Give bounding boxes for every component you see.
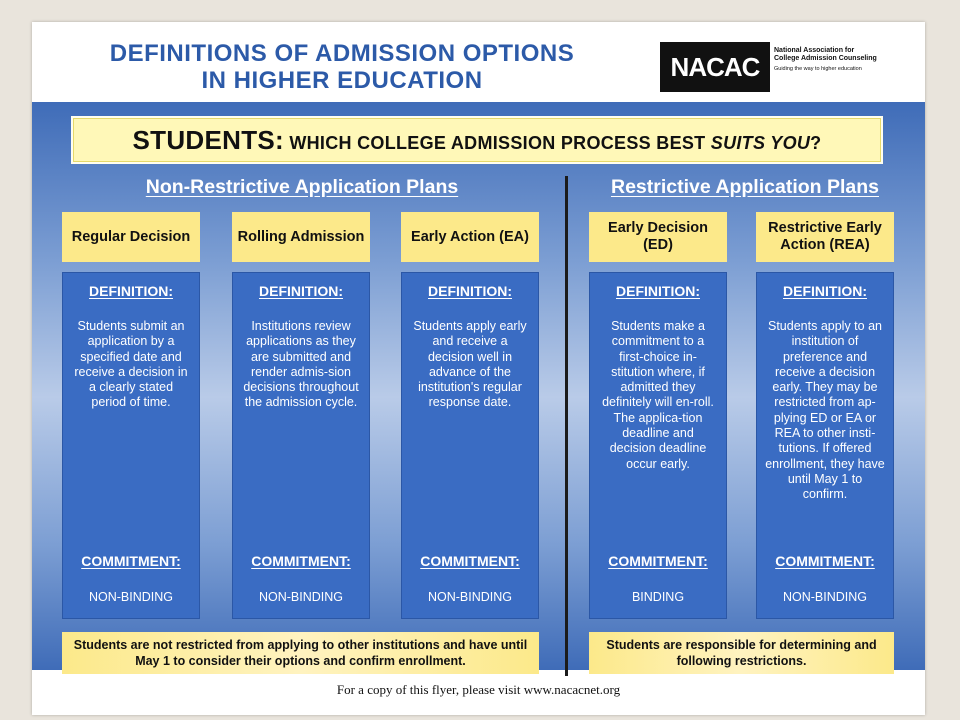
definition-label: DEFINITION: — [259, 283, 343, 299]
restrictive-note: Students are responsible for determining and following restrictions. — [589, 632, 894, 674]
flyer-sheet — [32, 22, 925, 715]
plan-card-regular-decision — [62, 272, 200, 619]
banner-emphasis: SUITS YOU — [710, 133, 811, 153]
commitment-value: NON-BINDING — [782, 590, 868, 604]
plan-card-early-action — [401, 272, 539, 619]
definition-label: DEFINITION: — [428, 283, 512, 299]
banner-lead: STUDENTS: — [132, 125, 285, 155]
logo-org-name — [774, 47, 910, 63]
title-line-2: IN HIGHER EDUCATION — [201, 67, 483, 94]
definition-text: Students apply to an institution of preference and receive a decision early. They may be restricted from ap-plying ED or EA or REA to other insti-tutions. If offered enrollment, they have until May 1 to confirm. — [765, 319, 885, 502]
section-heading-non-restrictive: Non-Restrictive Application Plans — [145, 176, 459, 198]
plan-card-early-decision — [589, 272, 727, 619]
commitment-value: NON-BINDING — [427, 590, 513, 604]
definition-label: DEFINITION: — [616, 283, 700, 299]
logo-mark — [660, 42, 770, 92]
definition-text: Students apply early and receive a decision well in advance of the institution's regular response date. — [413, 319, 527, 410]
logo-tagline: Guiding the way to higher education — [774, 66, 862, 72]
commitment-label: COMMITMENT: — [251, 553, 351, 569]
plan-header-rolling-admission: Rolling Admission — [232, 212, 370, 262]
definition-text: Institutions review applications as they are submitted and render admis-sion decisions throughout the admission cycle. — [243, 319, 359, 410]
plan-header-early-decision: Early Decision (ED) — [589, 212, 727, 262]
nacac-logo — [660, 42, 910, 98]
plan-card-restrictive-early-action — [756, 272, 894, 619]
commitment-label: COMMITMENT: — [420, 553, 520, 569]
commitment-label: COMMITMENT: — [608, 553, 708, 569]
commitment-value: BINDING — [631, 590, 685, 604]
section-heading-restrictive: Restrictive Application Plans — [610, 176, 880, 198]
plan-card-rolling-admission — [232, 272, 370, 619]
logo-mark-text: NACAC — [670, 52, 760, 82]
commitment-value: NON-BINDING — [88, 590, 174, 604]
plan-header-regular-decision: Regular Decision — [62, 212, 200, 262]
commitment-value: NON-BINDING — [258, 590, 344, 604]
definition-text: Students submit an application by a specified date and receive a decision in a clearly stated period of time. — [74, 319, 188, 410]
options-panel — [32, 102, 925, 670]
commitment-label: COMMITMENT: — [81, 553, 181, 569]
definition-label: DEFINITION: — [783, 283, 867, 299]
flyer-title — [32, 40, 652, 94]
plan-header-early-action: Early Action (EA) — [401, 212, 539, 262]
plan-header-restrictive-early-action: Restrictive Early Action (REA) — [756, 212, 894, 262]
students-banner — [71, 116, 883, 164]
non-restrictive-note: Students are not restricted from applying to other institutions and have until May 1 to consider their options and confirm enrollment. — [62, 632, 539, 674]
logo-name-line-1: National Association for — [774, 47, 855, 54]
section-divider — [565, 176, 568, 676]
title-line-1: DEFINITIONS OF ADMISSION OPTIONS — [109, 40, 575, 67]
definition-label: DEFINITION: — [89, 283, 173, 299]
banner-question: WHICH COLLEGE ADMISSION PROCESS BEST — [284, 133, 711, 153]
definition-text: Students make a commitment to a first-choice in-stitution where, if admitted they definitely will en-roll. The applica-tion deadline and decision deadline occur early. — [602, 319, 714, 471]
commitment-label: COMMITMENT: — [775, 553, 875, 569]
flyer-footer: For a copy of this flyer, please visit www.nacacnet.org — [336, 682, 621, 697]
logo-name-line-2: College Admission Counseling — [774, 55, 877, 62]
banner-end: ? — [810, 133, 822, 153]
